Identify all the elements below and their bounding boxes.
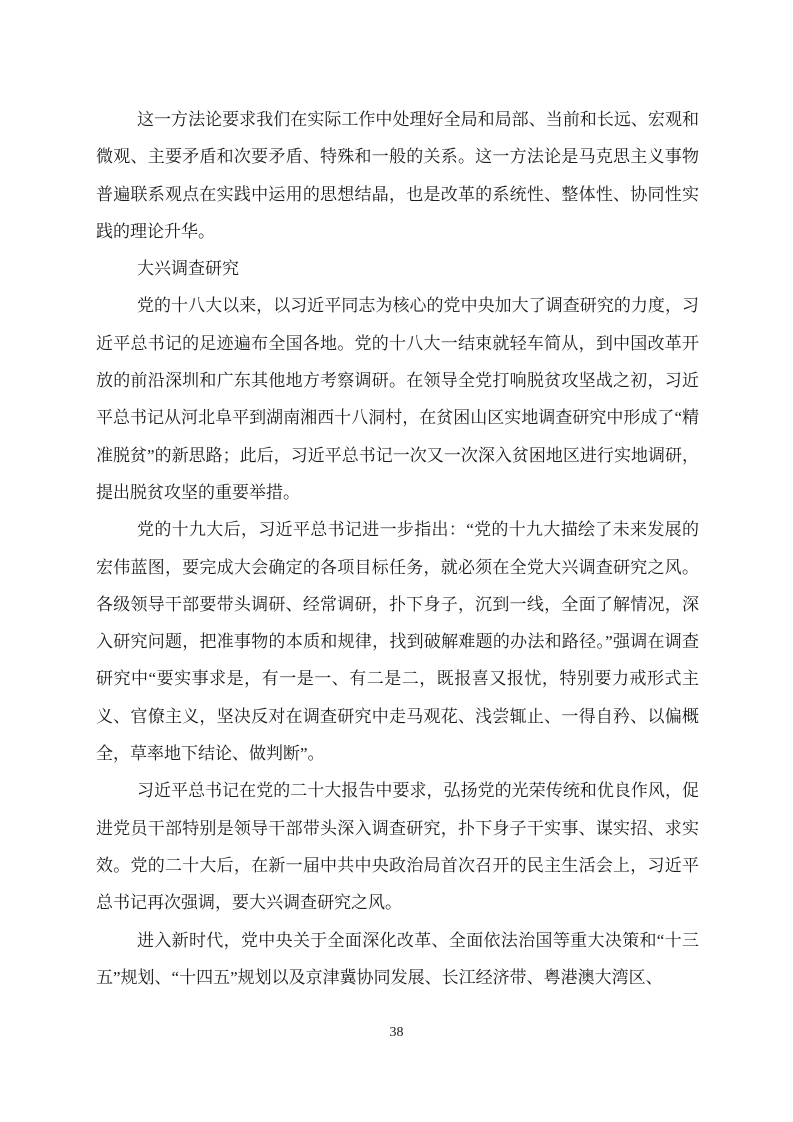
paragraph-19th-congress: 党的十九大后，习近平总书记进一步指出：“党的十九大描绘了未来发展的宏伟蓝图，要完成大会确定的各项目标任务，就必须在全党大兴调查研究之风。各级领导干部要带头调研、经常调研，扑下身子，沉到一线，全面了解情况，深入研究问题，把准事物的本质和规律，找到破解难题的办法和路径。”强调在调查研究中“要实事求是，有一是一、有二是二，既报喜又报忧，特别要力戒形式主义、官僚主义，坚决反对在调查研究中走马观花、浅尝辄止、一得自矜、以偏概全，草率地下结论、做判断”。 bbox=[96, 520, 699, 764]
page-number: 38 bbox=[389, 1025, 404, 1040]
paragraph-18th-congress: 党的十八大以来，以习近平同志为核心的党中央加大了调查研究的力度，习近平总书记的足迹遍布全国各地。党的十八大一结束就轻车简从，到中国改革开放的前沿深圳和广东其他地方考察调研。在领导全党打响脱贫攻坚战之初，习近平总书记从河北阜平到湖南湘西十八洞村，在贫困山区实地调查研究中形成了“精准脱贫”的新思路；此后，习近平总书记一次又一次深入贫困地区进行实地调研，提出脱贫攻坚的重要举措。 bbox=[96, 296, 699, 502]
document-body bbox=[96, 101, 699, 996]
section-heading-daxing-diaocha-yanjiu: 大兴调查研究 bbox=[137, 259, 239, 279]
paragraph-methodology: 这一方法论要求我们在实际工作中处理好全局和局部、当前和长远、宏观和微观、主要矛盾和次要矛盾、特殊和一般的关系。这一方法论是马克思主义事物普遍联系观点在实践中运用的思想结晶，也是改革的系统性、整体性、协同性实践的理论升华。 bbox=[96, 110, 699, 241]
paragraph-20th-congress: 习近平总书记在党的二十大报告中要求，弘扬党的光荣传统和优良作风，促进党员干部特别是领导干部带头深入调查研究，扑下身子干实事、谋实招、求实效。党的二十大后，在新一届中共中央政治局首次召开的民主生活会上，习近平总书记再次强调，要大兴调查研究之风。 bbox=[96, 781, 699, 913]
paragraph-new-era: 进入新时代，党中央关于全面深化改革、全面依法治国等重大决策和“十三五”规划、“十四五”规划以及京津冀协同发展、长江经济带、粤港澳大湾区、 bbox=[96, 930, 699, 987]
